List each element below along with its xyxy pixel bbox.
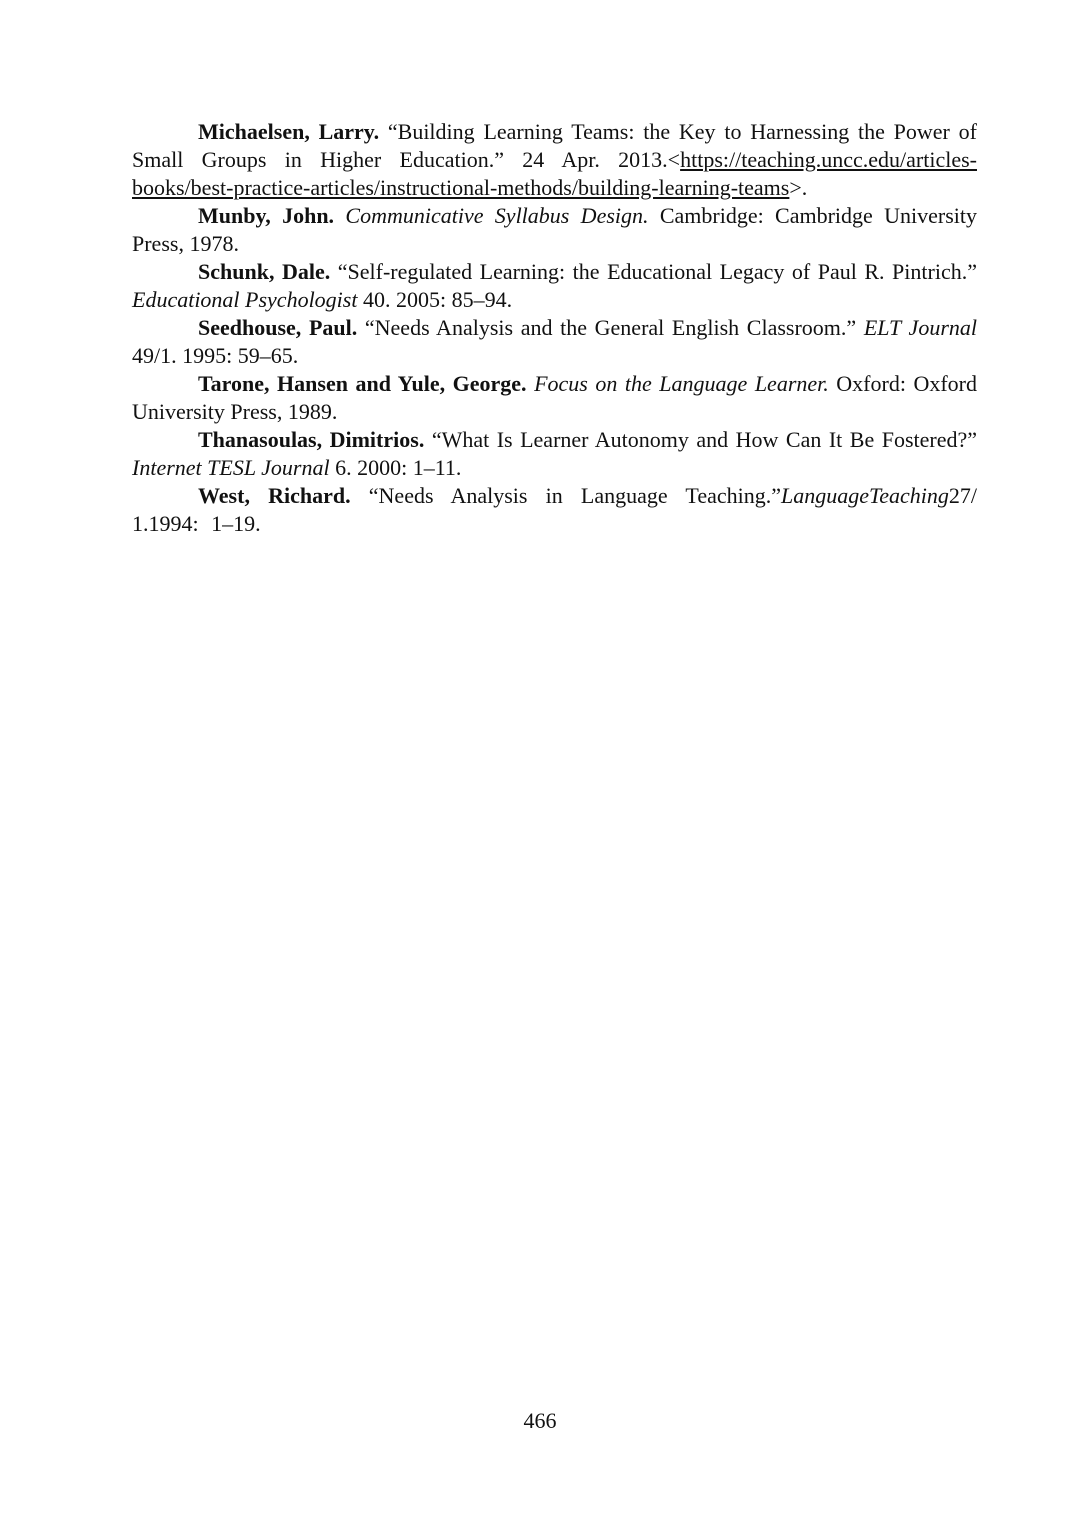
reference-list xyxy=(132,118,977,538)
reference-author: Thanasoulas, Dimitrios. xyxy=(198,427,425,452)
reference-publication-details: 27/ 1.1994: 1–19. xyxy=(132,483,977,536)
reference-separator xyxy=(334,203,345,228)
reference-entry-seedhouse xyxy=(132,314,977,370)
page-number: 466 xyxy=(523,1408,557,1433)
reference-publication-details: 40. 2005: 85–94. xyxy=(357,287,513,312)
reference-entry-west xyxy=(132,482,977,538)
reference-title: “What Is Learner Autonomy and How Can It Be Fostered?” xyxy=(424,427,977,452)
reference-entry-tarone xyxy=(132,370,977,426)
reference-author: Schunk, Dale. xyxy=(198,259,331,284)
reference-publication-details: 49/1. 1995: 59–65. xyxy=(132,343,299,368)
reference-journal-title: LanguageTeaching xyxy=(781,483,949,508)
reference-entry-michaelsen xyxy=(132,118,977,202)
reference-separator xyxy=(527,371,535,396)
reference-journal-title: ELT Journal xyxy=(863,315,977,340)
reference-entry-munby xyxy=(132,202,977,258)
reference-author: Seedhouse, Paul. xyxy=(198,315,358,340)
reference-book-title: Focus on the Language Learner. xyxy=(534,371,829,396)
reference-author: Michaelsen, Larry. xyxy=(198,119,380,144)
reference-entry-schunk xyxy=(132,258,977,314)
reference-url-link[interactable]: https://teaching.uncc.edu/articles-books/best-practice-articles/instructional-methods/building-learning-teams xyxy=(132,147,977,200)
reference-author: Tarone, Hansen and Yule, George. xyxy=(198,371,527,396)
reference-title: “Building Learning Teams: the Key to Harnessing the Power of Small Groups in Higher Education.” 24 Apr. 2013.< xyxy=(132,119,977,172)
reference-author: West, Richard. xyxy=(198,483,351,508)
reference-journal-title: Educational Psychologist xyxy=(132,287,358,312)
reference-author: Munby, John. xyxy=(198,203,335,228)
reference-title: “Needs Analysis in Language Teaching.” xyxy=(350,483,781,508)
reference-journal-title: Internet TESL Journal xyxy=(132,455,330,480)
reference-title: “Self-regulated Learning: the Educational Legacy of Paul R. Pintrich.” xyxy=(330,259,977,284)
reference-publication-details: Oxford: Oxford University Press, 1989. xyxy=(132,371,977,424)
reference-url-close: >. xyxy=(789,175,808,200)
reference-publication-details: 6. 2000: 1–11. xyxy=(329,455,462,480)
reference-publication-details: Cambridge: Cambridge University Press, 1978. xyxy=(132,203,977,256)
reference-title: “Needs Analysis and the General English Classroom.” xyxy=(357,315,864,340)
reference-entry-thanasoulas xyxy=(132,426,977,482)
reference-book-title: Communicative Syllabus Design. xyxy=(345,203,649,228)
